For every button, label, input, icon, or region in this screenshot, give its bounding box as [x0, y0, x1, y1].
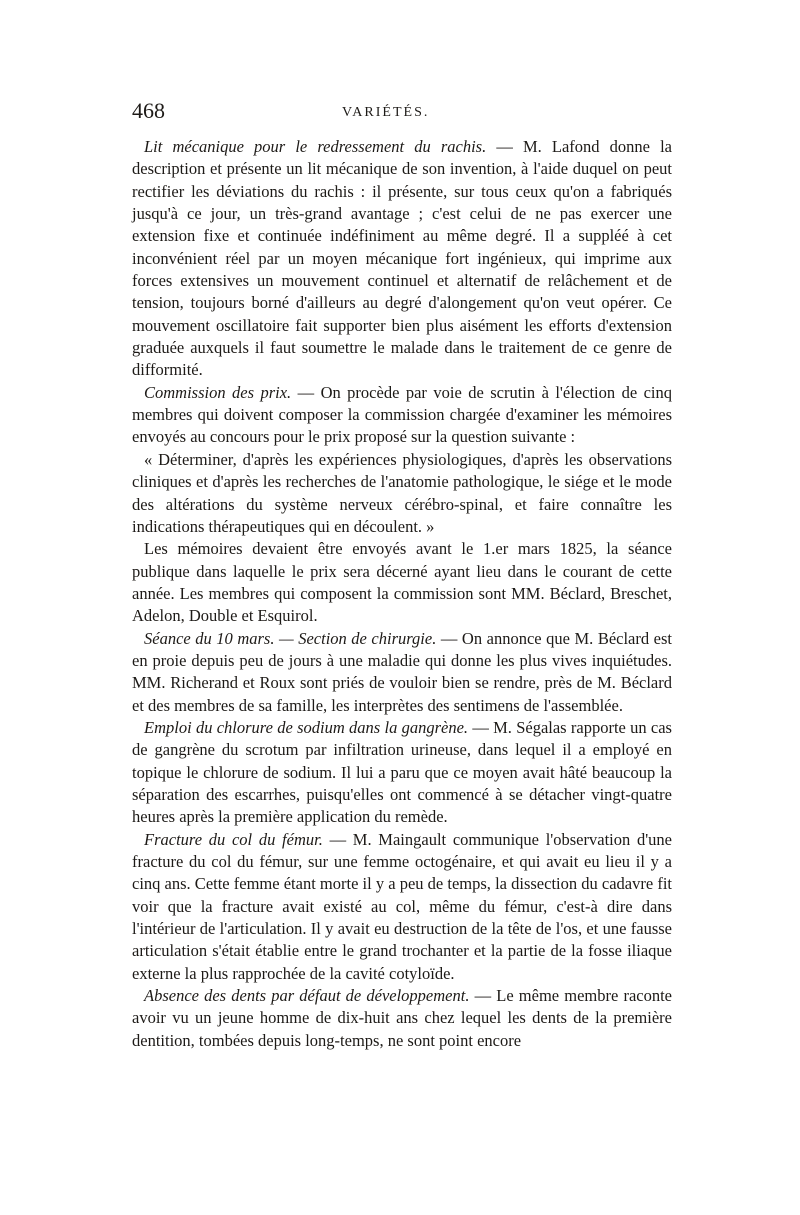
- paragraph-text: — Le même membre raconte avoir vu un jeune homme de dix-huit ans chez lequel les dents de la première dentition, tombées depuis long-temps, ne sont point encore: [132, 986, 673, 1050]
- paragraph-text: — M. Maingault communique l'observation d'une fracture du col du fémur, sur une femme octogénaire, et qui avait eu lieu il y a cinq ans. Cette femme étant morte il y a peu de temps, la dissection du cadavre fit voir que la fracture avait existé au col, même du fémur, c'est-à dire dans l'intérieur de l'articulation. Il y avait eu destruction de la tête de l'os, et une fausse articulation s'était établie entre le grand trochanter et la partie de la fosse iliaque externe la plus rapprochée de la cavité cotyloïde.: [132, 829, 672, 983]
- paragraph-absence-des-dents: [132, 985, 672, 1052]
- paragraph-commission-members: [132, 538, 672, 627]
- running-title: VARIÉTÉS.: [342, 105, 430, 120]
- page-number: 468: [132, 98, 165, 123]
- paragraph-text: — M. Lafond donne la description et présente un lit mécanique de son invention, à l'aide duquel on peut rectifier les déviations du rachis : il présente, sur tous ceux qu'on a fabriqués jusqu'à ce jour, un très-grand avantage ; c'est celui de ne pas exercer une extension fixe et continuée indéfiniment au même degré. Il a suppléé à cet inconvénient réel par un moyen mécanique fort ingénieux, qui imprime aux forces extensives un mouvement continuel et alternatif de relâchement et de tension, toujours borné d'ailleurs au degré d'alongement qu'on veut opérer. Ce mouvement oscillatoire fait supporter bien plus aisément les efforts d'extension graduée auxquels il faut soumettre le malade dans le traitement de ce genre de difformité.: [132, 137, 672, 380]
- paragraph-text: — M. Ségalas rapporte un cas de gangrène du scrotum par infiltration urineuse, dans lequel il a employé en topique le chlorure de sodium. Il lui a paru que ce moyen avait hâté beaucoup la séparation des escarrhes, puisqu'elles ont commencé à se détacher vingt-quatre heures après la première application du remède.: [132, 717, 672, 827]
- section-heading: Séance du 10 mars. — Section de chirurgie.: [144, 628, 437, 648]
- section-heading: Absence des dents par défaut de développement.: [144, 986, 470, 1006]
- paragraph-lit-mecanique: [132, 136, 672, 382]
- page-header: [132, 96, 672, 136]
- paragraph-fracture-col-femur: [132, 829, 672, 985]
- document-page: [132, 96, 672, 1052]
- paragraph-seance-10-mars: [132, 628, 672, 717]
- article-body: [132, 136, 672, 1052]
- paragraph-prize-question: [132, 449, 672, 538]
- section-heading: Fracture du col du fémur.: [144, 829, 323, 849]
- paragraph-text: « Déterminer, d'après les expériences physiologiques, d'après les observations cliniques et d'après les recherches de l'anatomie pathologique, le siége et le mode des altérations du système nerveux cérébro-spinal, et faire connaître les indications thérapeutiques qui en découlent. »: [132, 449, 672, 536]
- paragraph-commission-des-prix: [132, 382, 672, 449]
- section-heading: Lit mécanique pour le redressement du rachis.: [144, 137, 487, 156]
- paragraph-text: — On annonce que M. Béclard est en proie depuis peu de jours à une maladie qui donne les plus vives inquiétudes. MM. Richerand et Roux sont priés de vouloir bien se rendre, près de M. Béclard et des membres de sa famille, les interprètes des sentimens de l'assemblée.: [132, 628, 672, 715]
- paragraph-chlorure-de-sodium: [132, 717, 672, 829]
- paragraph-text: Les mémoires devaient être envoyés avant le 1.er mars 1825, la séance publique dans laquelle le prix sera décerné ayant lieu dans le courant de cette année. Les membres qui composent la commission sont MM. Béclard, Breschet, Adelon, Double et Esquirol.: [132, 539, 672, 626]
- paragraph-text: — On procède par voie de scrutin à l'élection de cinq membres qui doivent composer la commission chargée d'examiner les mémoires envoyés au concours pour le prix proposé sur la question suivante :: [132, 382, 672, 447]
- section-heading: Emploi du chlorure de sodium dans la gangrène.: [144, 717, 469, 737]
- section-heading: Commission des prix.: [144, 382, 292, 402]
